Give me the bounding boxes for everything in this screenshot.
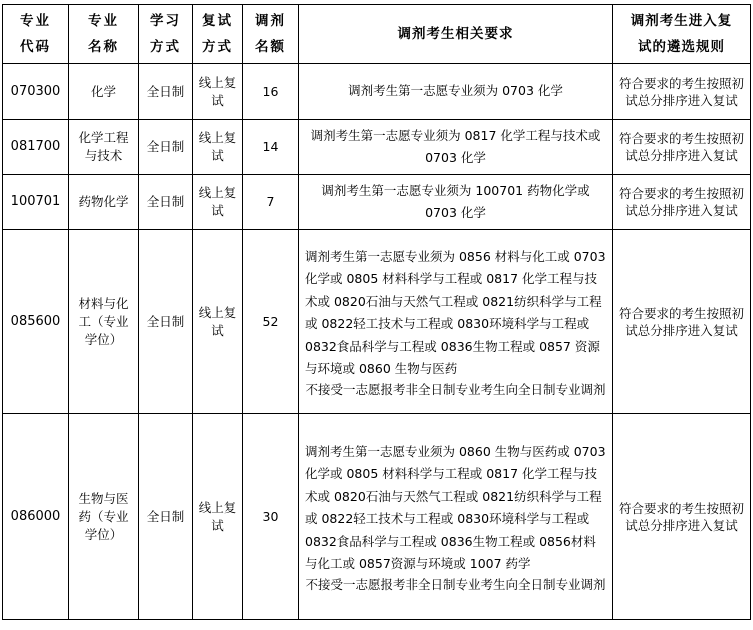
header-selection-rule: 调剂考生进入复 试的遴选规则 bbox=[613, 5, 751, 64]
major-name: 生物与医药（专业学位） bbox=[69, 414, 139, 620]
header-name: 专业 名称 bbox=[69, 5, 139, 64]
major-code: 085600 bbox=[3, 230, 69, 414]
header-code: 专业 代码 bbox=[3, 5, 69, 64]
study-mode: 全日制 bbox=[139, 64, 193, 120]
major-code: 081700 bbox=[3, 120, 69, 175]
selection-rule: 符合要求的考生按照初试总分排序进入复试 bbox=[613, 230, 751, 414]
selection-rule: 符合要求的考生按照初试总分排序进入复试 bbox=[613, 414, 751, 620]
selection-rule: 符合要求的考生按照初试总分排序进入复试 bbox=[613, 120, 751, 175]
major-code: 070300 bbox=[3, 64, 69, 120]
requirements: 调剂考生第一志愿专业须为 0703 化学 bbox=[299, 64, 613, 120]
major-name: 化学工程与技术 bbox=[69, 120, 139, 175]
adjustment-table bbox=[2, 4, 751, 620]
major-name: 材料与化工（专业学位） bbox=[69, 230, 139, 414]
requirements: 调剂考生第一志愿专业须为 100701 药物化学或 0703 化学 bbox=[299, 175, 613, 230]
quota: 52 bbox=[243, 230, 299, 414]
study-mode: 全日制 bbox=[139, 230, 193, 414]
major-code: 100701 bbox=[3, 175, 69, 230]
header-quota: 调剂 名额 bbox=[243, 5, 299, 64]
retest-mode: 线上复试 bbox=[193, 230, 243, 414]
header-row bbox=[3, 5, 751, 64]
header-retest-mode: 复试 方式 bbox=[193, 5, 243, 64]
major-name: 化学 bbox=[69, 64, 139, 120]
table-row bbox=[3, 230, 751, 414]
requirements: 调剂考生第一志愿专业须为 0860 生物与医药或 0703 化学或 0805 材料科学与工程或 0817 化学工程与技术或 0820石油与天然气工程或 0821纺织科学与工程或 0822轻工技术与工程或 0830环境科学与工程或 0832食品科学与工程或 0836生物工程或 0856材料与化工或 0857资源与环境或 1007 药学 不接受一志愿报考非全日制专业考生向全日制专业调剂 bbox=[299, 414, 613, 620]
quota: 16 bbox=[243, 64, 299, 120]
major-code: 086000 bbox=[3, 414, 69, 620]
study-mode: 全日制 bbox=[139, 414, 193, 620]
header-requirements: 调剂考生相关要求 bbox=[299, 5, 613, 64]
table-row bbox=[3, 175, 751, 230]
header-study-mode: 学习 方式 bbox=[139, 5, 193, 64]
study-mode: 全日制 bbox=[139, 175, 193, 230]
table-row bbox=[3, 120, 751, 175]
selection-rule: 符合要求的考生按照初试总分排序进入复试 bbox=[613, 175, 751, 230]
table-row bbox=[3, 414, 751, 620]
quota: 7 bbox=[243, 175, 299, 230]
retest-mode: 线上复试 bbox=[193, 120, 243, 175]
retest-mode: 线上复试 bbox=[193, 64, 243, 120]
study-mode: 全日制 bbox=[139, 120, 193, 175]
major-name: 药物化学 bbox=[69, 175, 139, 230]
requirements: 调剂考生第一志愿专业须为 0856 材料与化工或 0703 化学或 0805 材料科学与工程或 0817 化学工程与技术或 0820石油与天然气工程或 0821纺织科学与工程或 0822轻工技术与工程或 0830环境科学与工程或 0832食品科学与工程或 0836生物工程或 0857 资源与环境或 0860 生物与医药 不接受一志愿报考非全日制专业考生向全日制专业调剂 bbox=[299, 230, 613, 414]
selection-rule: 符合要求的考生按照初试总分排序进入复试 bbox=[613, 64, 751, 120]
retest-mode: 线上复试 bbox=[193, 175, 243, 230]
quota: 30 bbox=[243, 414, 299, 620]
retest-mode: 线上复试 bbox=[193, 414, 243, 620]
requirements: 调剂考生第一志愿专业须为 0817 化学工程与技术或 0703 化学 bbox=[299, 120, 613, 175]
quota: 14 bbox=[243, 120, 299, 175]
table-row bbox=[3, 64, 751, 120]
